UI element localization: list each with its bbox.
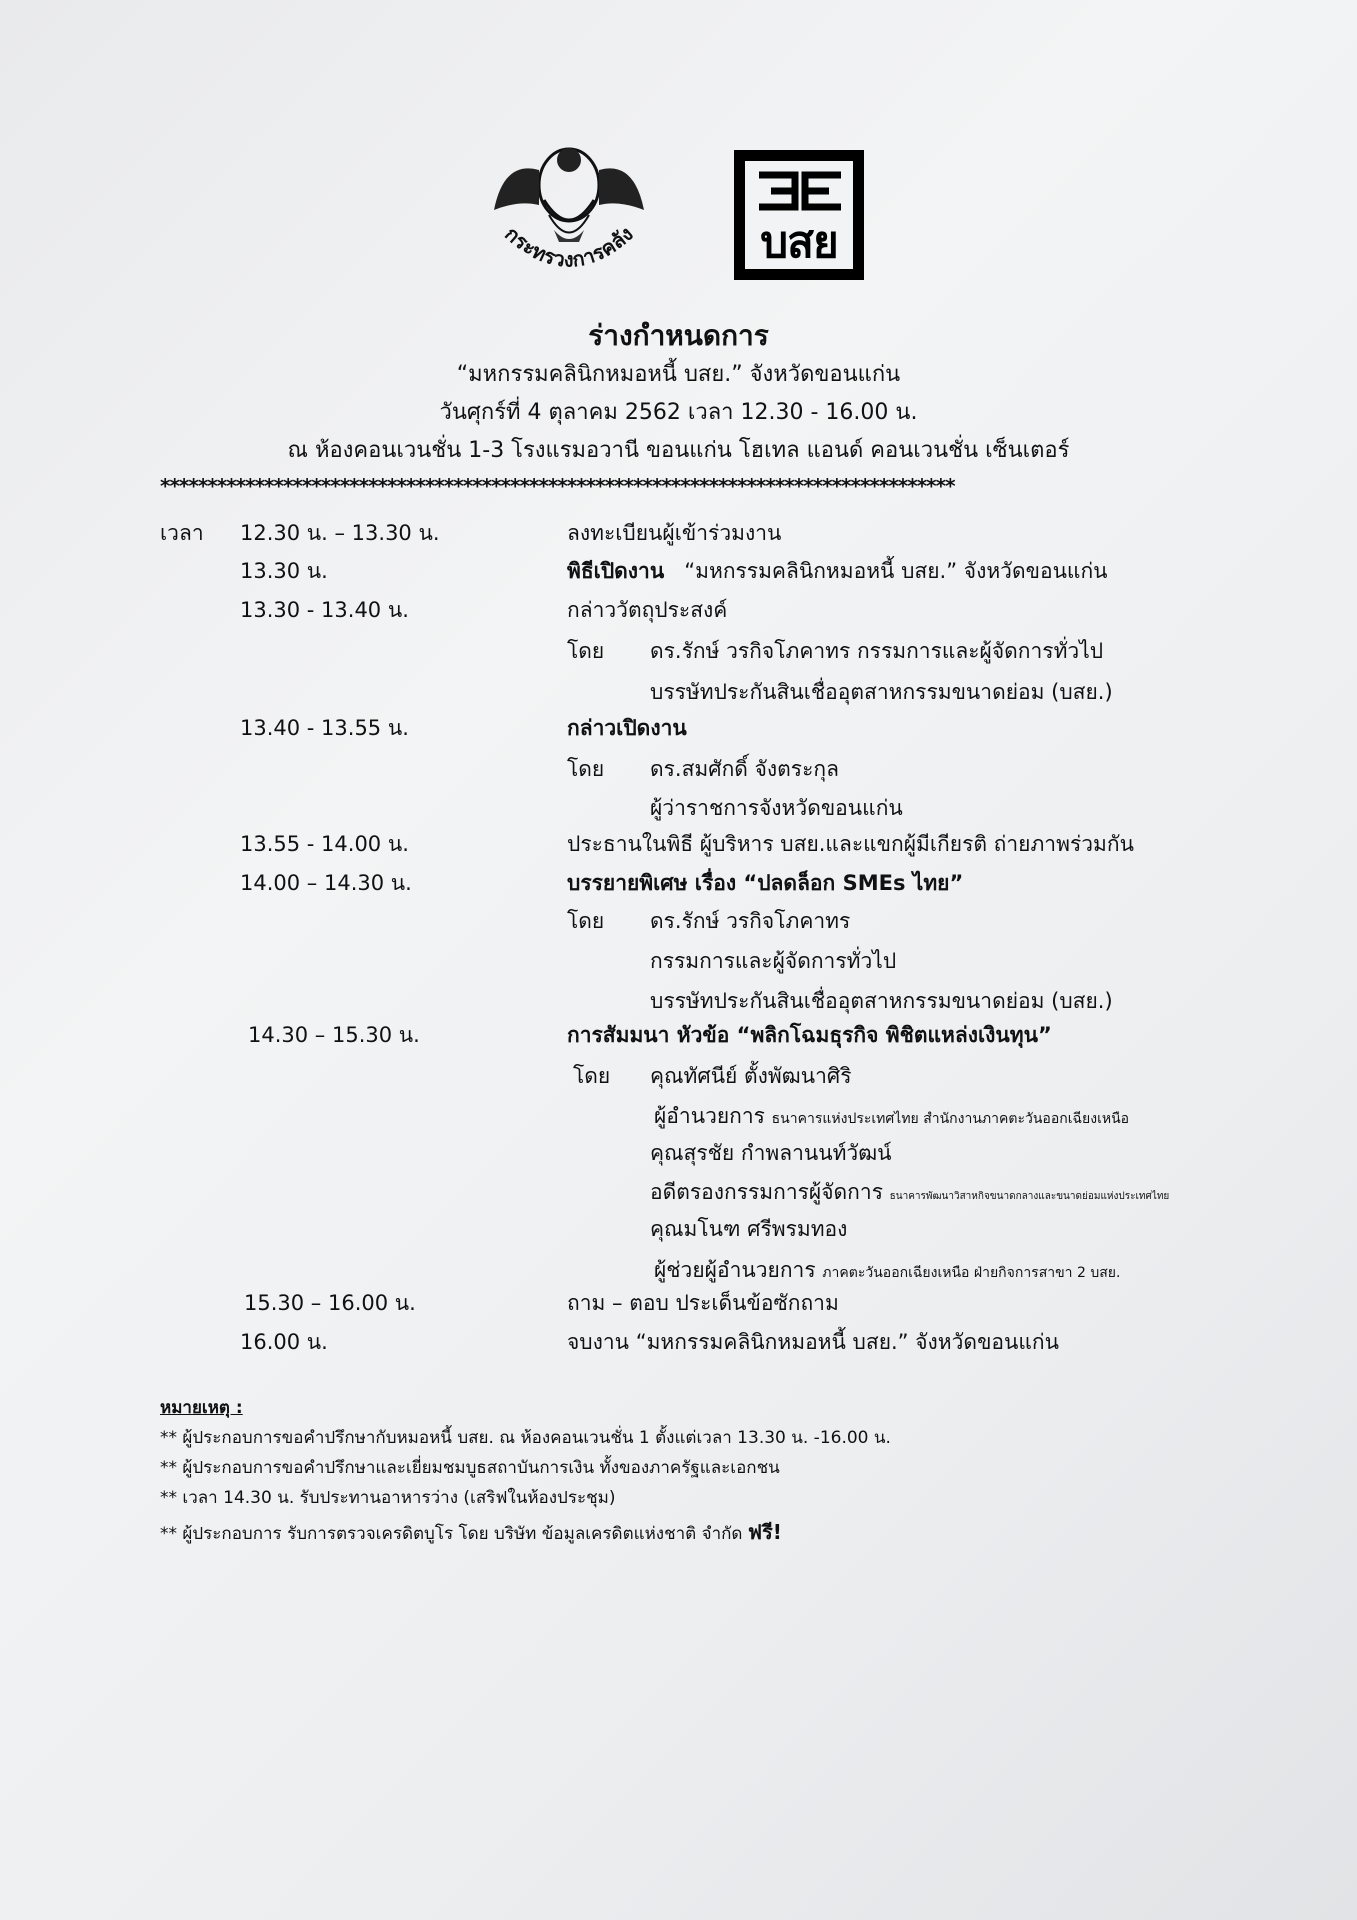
tcg-mark-icon bbox=[745, 161, 855, 221]
row-activity: ลงทะเบียนผู้เข้าร่วมงาน bbox=[567, 521, 782, 545]
activity-rest: “มหกรรมคลินิกหมอหนี้ บสย.” จังหวัดขอนแก่น bbox=[684, 559, 1108, 583]
tcg-logo-text: บสย bbox=[760, 217, 838, 268]
by-label: โดย bbox=[573, 1064, 611, 1088]
panelist-role bbox=[650, 1177, 1169, 1212]
panelist-name: คุณทัศนีย์ ตั้งพัฒนาศิริ bbox=[650, 1064, 852, 1088]
time-label: เวลา bbox=[160, 521, 204, 545]
panelist-name: คุณสุรชัย กำพลานนท์วัฒน์ bbox=[650, 1141, 892, 1165]
row-activity: ประธานในพิธี ผู้บริหาร บสย.และแขกผู้มีเกียรติ ถ่ายภาพร่วมกัน bbox=[567, 832, 1134, 856]
row-activity: การสัมมนา หัวข้อ “พลิกโฉมธุรกิจ พิชิตแหล่งเงินทุน” bbox=[567, 1023, 1052, 1047]
by-label: โดย bbox=[567, 757, 605, 781]
notes-heading: หมายเหตุ : bbox=[160, 1398, 243, 1418]
event-name: “มหกรรมคลินิกหมอหนี้ บสย.” จังหวัดขอนแก่น bbox=[456, 362, 901, 387]
panelist-role bbox=[654, 1255, 1120, 1288]
panelist-org: ธนาคารแห่งประเทศไทย สำนักงานภาคตะวันออกเฉียงเหนือ bbox=[771, 1111, 1130, 1127]
note-item-credit bbox=[160, 1517, 1260, 1549]
speaker-name: ดร.รักษ์ วรกิจโภคาทร กรรมการและผู้จัดการทั่วไป bbox=[650, 639, 1104, 663]
panelist-title: อดีตรองกรรมการผู้จัดการ bbox=[650, 1180, 883, 1204]
row-activity: กล่าววัตถุประสงค์ bbox=[567, 598, 728, 622]
row-time: 13.30 - 13.40 น. bbox=[240, 598, 409, 622]
tcg-logo-inner bbox=[745, 161, 853, 269]
notes-section bbox=[160, 1393, 1260, 1549]
speaker-role: ผู้ว่าราชการจังหวัดขอนแก่น bbox=[650, 796, 903, 820]
row-time: 16.00 น. bbox=[240, 1330, 328, 1354]
row-time: 14.00 – 14.30 น. bbox=[240, 871, 412, 895]
by-label: โดย bbox=[567, 639, 605, 663]
speaker-name: ดร.รักษ์ วรกิจโภคาทร bbox=[650, 909, 851, 933]
row-time: 14.30 – 15.30 น. bbox=[248, 1023, 420, 1047]
panelist-title: ผู้อำนวยการ bbox=[654, 1104, 765, 1128]
panelist-org: ธนาคารพัฒนาวิสาหกิจขนาดกลางและขนาดย่อมแห่งประเทศไทย bbox=[889, 1191, 1170, 1202]
document-title: ร่างกำหนดการ bbox=[588, 319, 769, 352]
document-header bbox=[0, 316, 1357, 470]
ministry-of-finance-seal bbox=[484, 130, 654, 290]
note-item: ** ผู้ประกอบการขอคำปรึกษาและเยี่ยมชมบูธสถาบันการเงิน ทั้งของภาครัฐและเอกชน bbox=[160, 1458, 780, 1478]
event-date: วันศุกร์ที่ 4 ตุลาคม 2562 เวลา 12.30 - 16.00 น. bbox=[439, 400, 918, 425]
panelist-name: คุณมโนฑ ศรีพรมทอง bbox=[650, 1217, 848, 1241]
row-time: 15.30 – 16.00 น. bbox=[244, 1291, 416, 1315]
event-venue: ณ ห้องคอนเวนชั่น 1-3 โรงแรมอวานี ขอนแก่น โฮเทล แอนด์ คอนเวนชั่น เซ็นเตอร์ bbox=[287, 438, 1070, 463]
speaker-role: กรรมการและผู้จัดการทั่วไป bbox=[650, 949, 897, 973]
panelist-title: ผู้ช่วยผู้อำนวยการ bbox=[654, 1258, 816, 1282]
panelist-org: ภาคตะวันออกเฉียงเหนือ ฝ่ายกิจการสาขา 2 บสย. bbox=[822, 1265, 1121, 1281]
seal-text: กระทรวงการคลัง bbox=[500, 221, 638, 272]
panelist-role bbox=[654, 1101, 1129, 1134]
note-text: ** ผู้ประกอบการ รับการตรวจเครดิตบูโร โดย บริษัท ข้อมูลเครดิตแห่งชาติ จำกัด bbox=[160, 1524, 743, 1544]
row-activity: บรรยายพิเศษ เรื่อง “ปลดล็อก SMEs ไทย” bbox=[567, 871, 964, 895]
row-time: 13.55 - 14.00 น. bbox=[240, 832, 409, 856]
speaker-name: ดร.สมศักดิ์ จังตระกุล bbox=[650, 757, 839, 781]
note-item: ** ผู้ประกอบการขอคำปรึกษากับหมอหนี้ บสย. ณ ห้องคอนเวนชั่น 1 ตั้งแต่เวลา 13.30 น. -16.00 น. bbox=[160, 1428, 891, 1448]
activity-bold: พิธีเปิดงาน bbox=[567, 559, 665, 583]
by-label: โดย bbox=[567, 909, 605, 933]
row-time: 13.30 น. bbox=[240, 559, 328, 583]
tcg-logo bbox=[734, 150, 864, 280]
row-time: 13.40 - 13.55 น. bbox=[240, 716, 409, 740]
free-label: ฟรี! bbox=[747, 1520, 782, 1544]
row-time: 12.30 น. – 13.30 น. bbox=[240, 521, 440, 545]
speaker-org: บรรษัทประกันสินเชื่ออุตสาหกรรมขนาดย่อม (บสย.) bbox=[650, 680, 1113, 704]
svg-text:กระทรวงการคลัง bbox=[500, 222, 637, 272]
row-activity: จบงาน “มหกรรมคลินิกหมอหนี้ บสย.” จังหวัดขอนแก่น bbox=[567, 1330, 1059, 1354]
note-item: ** เวลา 14.30 น. รับประทานอาหารว่าง (เสริฟในห้องประชุม) bbox=[160, 1488, 616, 1508]
separator-line: ************************************************************************************ bbox=[160, 474, 955, 498]
row-activity bbox=[567, 556, 1108, 586]
speaker-org: บรรษัทประกันสินเชื่ออุตสาหกรรมขนาดย่อม (บสย.) bbox=[650, 989, 1113, 1013]
logo-bar bbox=[0, 130, 1357, 290]
row-activity: กล่าวเปิดงาน bbox=[567, 716, 687, 740]
row-activity: ถาม – ตอบ ประเด็นข้อซักถาม bbox=[567, 1291, 839, 1315]
